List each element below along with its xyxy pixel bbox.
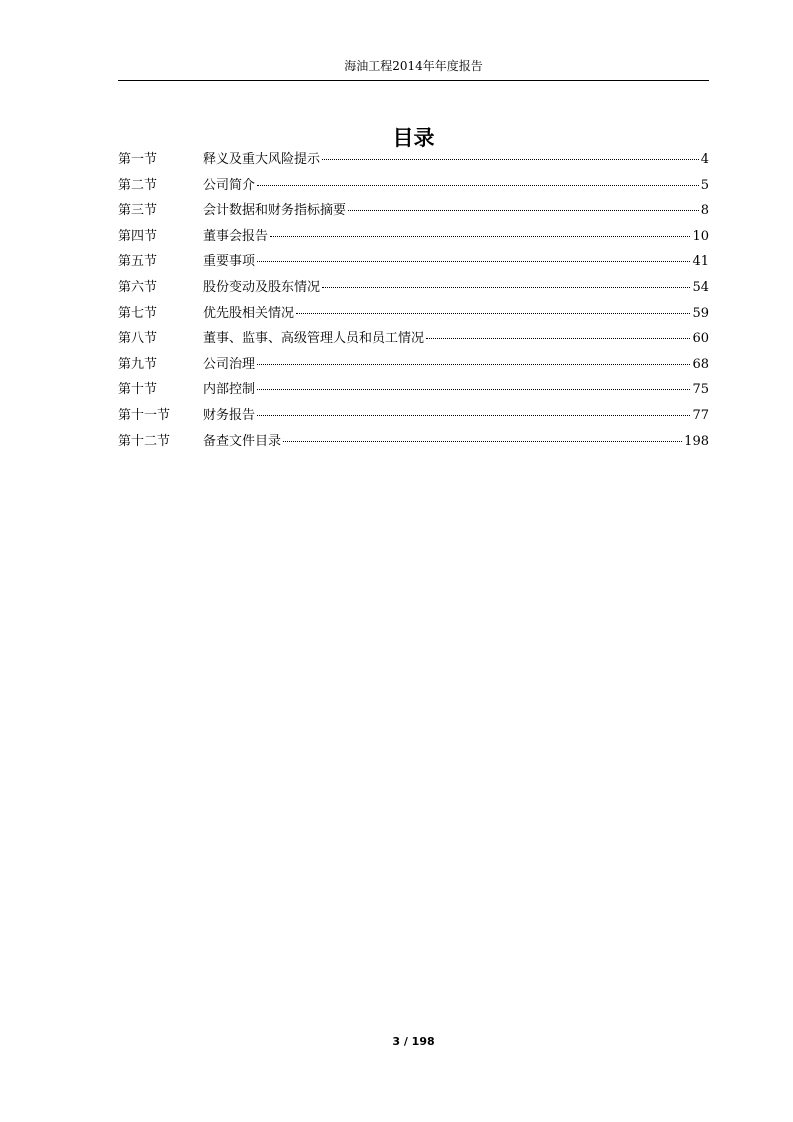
toc-page-number: 4 — [700, 152, 709, 167]
toc-leader-dots — [257, 415, 690, 416]
toc-section-name: 备查文件目录 — [203, 433, 282, 449]
toc-section-name: 公司简介 — [203, 177, 256, 193]
toc-entry[interactable] — [118, 201, 709, 227]
toc-section-number: 第四节 — [118, 228, 158, 244]
toc-leader-dots — [426, 338, 690, 339]
toc-leader-dots — [322, 159, 699, 160]
toc-page-number: 68 — [692, 356, 709, 372]
toc-entry[interactable] — [118, 252, 709, 278]
toc-page-number: 59 — [692, 305, 709, 321]
toc-section-number: 第一节 — [118, 152, 158, 167]
toc-page-number: 8 — [700, 203, 709, 219]
toc-entry[interactable] — [118, 150, 709, 176]
toc-section-number: 第九节 — [118, 356, 158, 372]
toc-leader-dots — [283, 441, 682, 442]
toc-entry[interactable] — [118, 380, 709, 406]
toc-leader-dots — [322, 287, 690, 288]
toc-section-name: 内部控制 — [203, 382, 256, 398]
toc-entry[interactable] — [118, 278, 709, 304]
toc-section-number: 第五节 — [118, 254, 158, 270]
toc-section-number: 第三节 — [118, 203, 158, 219]
toc-section-name: 董事、监事、高级管理人员和员工情况 — [203, 331, 425, 347]
toc-leader-dots — [257, 364, 690, 365]
toc-page-number: 10 — [692, 228, 709, 244]
toc-section-number: 第六节 — [118, 279, 158, 295]
toc-section-name: 会计数据和财务指标摘要 — [203, 203, 347, 219]
toc-section-name: 公司治理 — [203, 356, 256, 372]
toc-leader-dots — [270, 236, 690, 237]
toc-section-name: 董事会报告 — [203, 228, 269, 244]
toc-page-number: 41 — [692, 254, 709, 270]
toc-leader-dots — [296, 313, 690, 314]
toc-section-number: 第二节 — [118, 177, 158, 193]
page-header: 海油工程2014年年度报告 — [344, 59, 483, 73]
toc-title: 目录 — [392, 126, 435, 150]
toc-page-number: 60 — [692, 331, 709, 347]
header-divider — [118, 80, 709, 81]
toc-entry[interactable] — [118, 355, 709, 381]
toc-page-number: 54 — [692, 279, 709, 295]
toc-page-number: 77 — [692, 407, 709, 423]
toc-entry[interactable] — [118, 329, 709, 355]
toc-section-number: 第七节 — [118, 305, 158, 321]
toc-page-number: 198 — [684, 433, 709, 449]
toc-entry[interactable] — [118, 176, 709, 202]
toc-leader-dots — [257, 389, 690, 390]
toc-section-name: 股份变动及股东情况 — [203, 279, 321, 295]
toc-entry[interactable] — [118, 432, 709, 458]
toc-section-name: 优先股相关情况 — [203, 305, 295, 321]
table-of-contents — [118, 150, 709, 457]
toc-section-name: 重要事项 — [203, 254, 256, 270]
toc-section-number: 第十一节 — [118, 407, 171, 423]
toc-page-number: 5 — [700, 177, 709, 193]
toc-entry[interactable] — [118, 304, 709, 330]
toc-entry[interactable] — [118, 406, 709, 432]
toc-leader-dots — [257, 261, 690, 262]
toc-section-number: 第十节 — [118, 382, 158, 398]
toc-section-number: 第八节 — [118, 331, 158, 347]
toc-section-name: 释义及重大风险提示 — [203, 152, 321, 167]
toc-leader-dots — [257, 185, 699, 186]
toc-page-number: 75 — [692, 382, 709, 398]
toc-section-number: 第十二节 — [118, 433, 171, 449]
toc-entry[interactable] — [118, 227, 709, 253]
toc-section-name: 财务报告 — [203, 407, 256, 423]
page-footer-number: 3 / 198 — [392, 1035, 435, 1048]
toc-leader-dots — [348, 210, 699, 211]
